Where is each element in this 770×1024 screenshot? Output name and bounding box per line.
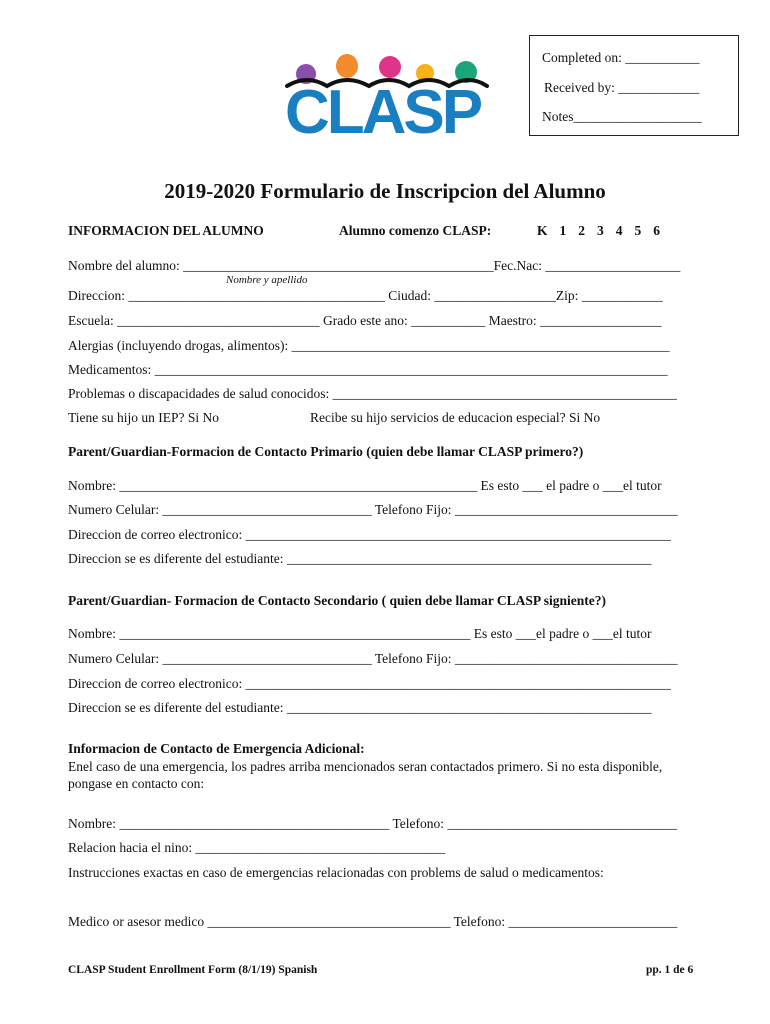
allergies-field[interactable]: Alergias (incluyendo drogas, alimentos): ________________________________________________________ — [68, 338, 670, 353]
secondary-phone-field[interactable]: Numero Celular: _______________________________ Telefono Fijo: _________________________________ — [68, 651, 678, 666]
iep-question[interactable]: Tiene su hijo un IEP? Si No — [68, 410, 220, 425]
grade-option[interactable]: 3 — [597, 223, 604, 238]
completed-on-field[interactable]: Completed on: ___________ — [542, 50, 700, 65]
school-field[interactable]: Escuela: ______________________________ Grado este ano: ___________ Maestro: __________________ — [68, 313, 662, 328]
student-name-hint: Nombre y apellido — [226, 274, 308, 286]
grade-option[interactable]: K — [537, 223, 548, 238]
footer-page-number: pp. 1 de 6 — [646, 964, 694, 976]
logo-text: CLASP — [285, 78, 481, 147]
primary-address-field[interactable]: Direccion se es diferente del estudiante: ______________________________________________________ — [68, 551, 652, 566]
student-name-field[interactable]: Nombre del alumno: ______________________________________________Fec.Nac: ____________________ — [68, 258, 681, 273]
relation-field[interactable]: Relacion hacia el nino: _____________________________________ — [68, 840, 446, 855]
primary-contact-heading: Parent/Guardian-Formacion de Contacto Primario (quien debe llamar CLASP primero?) — [68, 444, 584, 459]
emergency-intro-line1: Enel caso de una emergencia, los padres arriba mencionados seran contactados primero. Si no esta disponible, — [68, 759, 663, 774]
primary-phone-field[interactable]: Numero Celular: _______________________________ Telefono Fijo: _________________________________ — [68, 502, 678, 517]
notes-field[interactable]: Notes___________________ — [542, 109, 702, 124]
primary-email-field[interactable]: Direccion de correo electronico: _______________________________________________________________ — [68, 527, 671, 542]
clasp-logo — [283, 52, 489, 148]
doctor-field[interactable]: Medico or asesor medico ____________________________________ Telefono: _________________________ — [68, 914, 678, 929]
grade-option[interactable]: 6 — [653, 223, 661, 238]
emergency-intro-line2: pongase en contacto con: — [68, 776, 205, 791]
secondary-email-field[interactable]: Direccion de correo electronico: _______________________________________________________________ — [68, 676, 671, 691]
special-ed-question[interactable]: Recibe su hijo servicios de educacion especial? Si No — [310, 410, 601, 425]
grade-option[interactable]: 2 — [578, 223, 586, 238]
emergency-instructions-label: Instrucciones exactas en caso de emergencias relacionadas con problems de salud o medicamentos: — [68, 865, 604, 880]
emergency-heading: Informacion de Contacto de Emergencia Adicional: — [68, 741, 365, 756]
primary-name-field[interactable]: Nombre: _____________________________________________________ Es esto ___ el padre o ___el tutor — [68, 478, 662, 493]
grade-option[interactable]: 5 — [634, 223, 642, 238]
secondary-address-field[interactable]: Direccion se es diferente del estudiante: ______________________________________________________ — [68, 700, 652, 715]
received-by-field[interactable]: Received by: ____________ — [544, 80, 700, 95]
grade-option[interactable]: 4 — [615, 223, 623, 238]
secondary-name-field[interactable]: Nombre: ____________________________________________________ Es esto ___el padre o ___el tutor — [68, 626, 652, 641]
secondary-contact-heading: Parent/Guardian- Formacion de Contacto Secondario ( quien debe llamar CLASP signiente?) — [68, 593, 606, 608]
grade-options — [537, 223, 672, 239]
office-use-box — [529, 35, 739, 136]
health-problems-field[interactable]: Problemas o discapacidades de salud conocidos: ___________________________________________________ — [68, 386, 677, 401]
grade-option[interactable]: 1 — [559, 223, 567, 238]
student-address-field[interactable]: Direccion: ______________________________________ Ciudad: __________________Zip: ____________ — [68, 288, 663, 303]
student-section-heading: INFORMACION DEL ALUMNO — [68, 223, 264, 238]
started-clasp-label: Alumno comenzo CLASP: — [339, 223, 492, 238]
medications-field[interactable]: Medicamentos: ____________________________________________________________________________ — [68, 362, 668, 377]
page-title: 2019-2020 Formulario de Inscripcion del Alumno — [164, 179, 606, 203]
footer-form-id: CLASP Student Enrollment Form (8/1/19) Spanish — [68, 964, 318, 976]
emergency-name-field[interactable]: Nombre: ________________________________________ Telefono: __________________________________ — [68, 816, 677, 831]
